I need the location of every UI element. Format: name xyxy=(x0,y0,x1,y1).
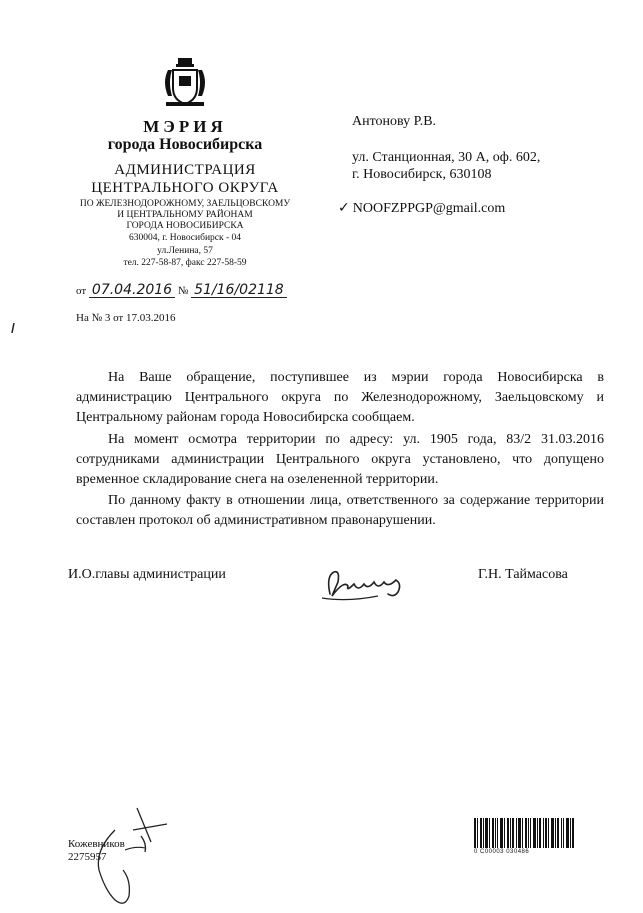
number-prefix: № xyxy=(177,285,189,297)
sender-street: ул.Ленина, 57 xyxy=(157,246,213,256)
barcode-number: 0 C00003 030486 xyxy=(474,849,530,855)
sender-city: города Новосибирска xyxy=(107,136,263,153)
sender-admin-line1: АДМИНИСТРАЦИЯ xyxy=(114,162,256,178)
sender-phones: тел. 227-58-87, факс 227-58-59 xyxy=(123,258,247,268)
executor-signature-icon xyxy=(85,800,175,910)
signatory-name: Г.Н. Таймасова xyxy=(478,567,568,582)
margin-mark-icon xyxy=(10,323,16,333)
city-coat-of-arms-icon xyxy=(160,56,210,110)
date-value: 07.04.2016 xyxy=(89,283,175,298)
reply-reference: На № 3 от 17.03.2016 xyxy=(76,312,176,324)
sender-title: МЭРИЯ xyxy=(143,117,227,136)
signatory-role: И.О.главы администрации xyxy=(68,567,226,582)
reference-line xyxy=(76,283,287,298)
sender-small-line1: ПО ЖЕЛЕЗНОДОРОЖНОМУ, ЗАЕЛЬЦОВСКОМУ xyxy=(79,199,291,209)
sender-small-line2: И ЦЕНТРАЛЬНОМУ РАЙОНАМ xyxy=(117,210,253,220)
sender-admin-line2: ЦЕНТРАЛЬНОГО ОКРУГА xyxy=(91,180,279,196)
recipient-email-line xyxy=(338,200,505,217)
executor-phone: 2275957 xyxy=(68,851,107,863)
body-paragraph-1: На Ваше обращение, поступившее из мэрии города Новосибирска в администрацию Центрального округа по Железнодорожному, Заельцовскому и Центральному районам города Новосибирска сообщаем. xyxy=(76,370,604,425)
body-paragraph-2: На момент осмотра территории по адресу: ул. 1905 года, 83/2 31.03.2016 сотрудниками администрации Центрального округа установлено, что допущено временное складирование снега на озелененной территории. xyxy=(76,432,604,487)
recipient-name: Антонову Р.В. xyxy=(352,114,437,129)
sender-small-line3: ГОРОДА НОВОСИБИРСКА xyxy=(126,221,244,231)
number-value: 51/16/02118 xyxy=(191,283,287,298)
date-prefix: от xyxy=(76,285,87,297)
sender-postal: 630004, г. Новосибирск - 04 xyxy=(128,233,242,243)
body-paragraph-3: По данному факту в отношении лица, ответственного за содержание территории составлен протокол об административном правонарушении. xyxy=(76,493,604,528)
handwritten-signature-icon xyxy=(318,558,418,608)
recipient-address-line1: ул. Станционная, 30 А, оф. 602, xyxy=(352,150,541,165)
barcode-icon xyxy=(474,818,574,848)
recipient-address-line2: г. Новосибирск, 630108 xyxy=(352,167,492,182)
check-mark-icon: ✓ xyxy=(338,200,350,216)
recipient-email: NOOFZPPGP@gmail.com xyxy=(352,201,506,216)
executor-name: Кожевников xyxy=(68,838,125,850)
